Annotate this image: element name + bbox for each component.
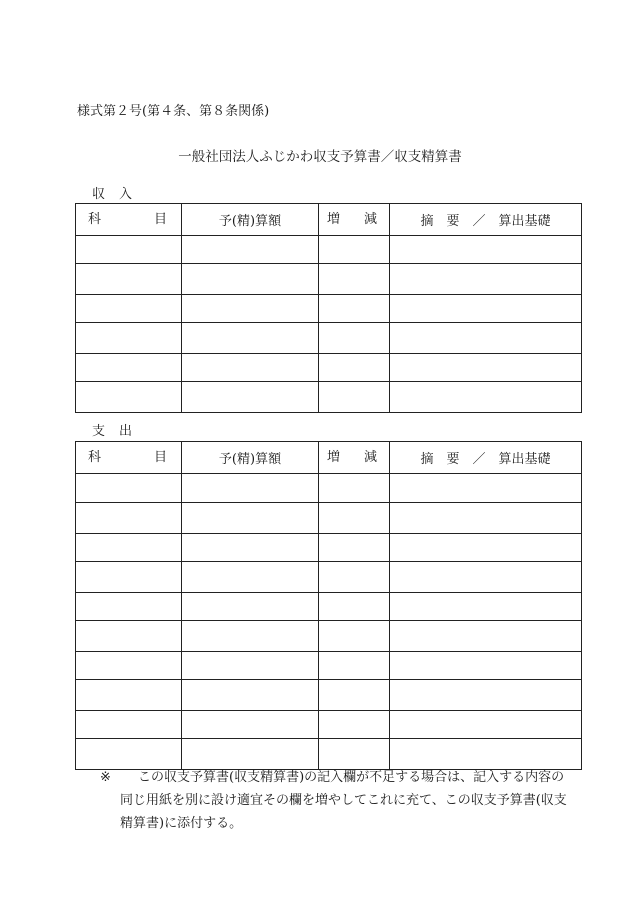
income-cell-subject[interactable] [76,323,182,354]
income-cell-summary[interactable] [390,323,582,354]
income-header-change [319,204,390,236]
income-header-subject-char-1: 科 [88,212,102,227]
income-cell-subject[interactable] [76,382,182,413]
expense-cell-subject[interactable] [76,474,182,503]
expense-cell-change[interactable] [319,534,390,562]
income-cell-budget[interactable] [182,354,319,382]
expense-cell-subject[interactable] [76,680,182,711]
expense-cell-budget[interactable] [182,503,319,534]
income-header-change-char-1: 増 [327,212,341,227]
expense-row [76,474,582,503]
expense-cell-change[interactable] [319,562,390,593]
expense-cell-change[interactable] [319,680,390,711]
expense-header-subject-char-1: 科 [88,450,102,465]
expense-row [76,562,582,593]
expense-header-summary: 摘 要 ／ 算出基礎 [390,442,582,474]
expense-table [75,441,582,770]
expense-cell-change[interactable] [319,593,390,621]
income-table-body [76,236,582,413]
expense-cell-change[interactable] [319,621,390,652]
income-cell-summary[interactable] [390,236,582,264]
income-section-label [92,183,132,202]
expense-cell-budget[interactable] [182,562,319,593]
expense-cell-change[interactable] [319,503,390,534]
document-title: 一般社団法人ふじかわ収支予算書／収支精算書 [178,149,462,165]
expense-cell-subject[interactable] [76,739,182,770]
form-number: 様式第２号(第４条、第８条関係) [77,104,270,119]
expense-cell-subject[interactable] [76,503,182,534]
expense-cell-change[interactable] [319,739,390,770]
income-cell-change[interactable] [319,236,390,264]
expense-cell-budget[interactable] [182,711,319,739]
income-row [76,354,582,382]
expense-header-budget: 予(精)算額 [182,442,319,474]
expense-cell-summary[interactable] [390,562,582,593]
income-cell-budget[interactable] [182,295,319,323]
footnote [100,766,570,835]
income-header-summary: 摘 要 ／ 算出基礎 [390,204,582,236]
income-cell-change[interactable] [319,295,390,323]
footnote-text: この収支予算書(収支精算書)の記入欄が不足する場合は、記入する内容の同じ用紙を別に設け適宜その欄を増やしてこれに充て、この収支予算書(収支精算書)に添付する。 [120,770,567,831]
expense-cell-summary[interactable] [390,739,582,770]
expense-cell-budget[interactable] [182,474,319,503]
income-row [76,264,582,295]
expense-cell-subject[interactable] [76,652,182,680]
expense-row [76,652,582,680]
income-cell-subject[interactable] [76,236,182,264]
expense-row [76,534,582,562]
expense-cell-summary[interactable] [390,503,582,534]
expense-cell-summary[interactable] [390,593,582,621]
income-cell-summary[interactable] [390,264,582,295]
expense-header-subject-char-2: 目 [153,450,167,465]
income-cell-change[interactable] [319,382,390,413]
expense-header-subject [76,442,182,474]
income-cell-budget[interactable] [182,323,319,354]
expense-row [76,680,582,711]
expense-cell-budget[interactable] [182,621,319,652]
income-header-change-char-2: 減 [363,212,377,227]
income-cell-change[interactable] [319,264,390,295]
expense-header-change-char-2: 減 [363,450,377,465]
income-row [76,323,582,354]
income-cell-budget[interactable] [182,382,319,413]
expense-header-change [319,442,390,474]
income-cell-budget[interactable] [182,264,319,295]
expense-section-label [92,420,132,439]
income-cell-subject[interactable] [76,295,182,323]
income-label-char-1: 収 [92,187,106,202]
income-cell-budget[interactable] [182,236,319,264]
income-cell-change[interactable] [319,354,390,382]
income-header-subject [76,204,182,236]
expense-cell-subject[interactable] [76,593,182,621]
expense-cell-summary[interactable] [390,711,582,739]
expense-cell-summary[interactable] [390,534,582,562]
income-row [76,295,582,323]
expense-header-change-char-1: 増 [327,450,341,465]
income-row [76,382,582,413]
income-cell-subject[interactable] [76,354,182,382]
expense-cell-subject[interactable] [76,711,182,739]
income-cell-subject[interactable] [76,264,182,295]
expense-cell-budget[interactable] [182,593,319,621]
expense-cell-summary[interactable] [390,652,582,680]
expense-cell-summary[interactable] [390,680,582,711]
income-header-subject-char-2: 目 [153,212,167,227]
expense-cell-summary[interactable] [390,474,582,503]
income-cell-summary[interactable] [390,354,582,382]
expense-row [76,593,582,621]
expense-cell-change[interactable] [319,474,390,503]
footnote-mark: ※ [100,770,111,785]
expense-row [76,739,582,770]
expense-row [76,711,582,739]
income-cell-summary[interactable] [390,295,582,323]
expense-cell-change[interactable] [319,711,390,739]
expense-cell-change[interactable] [319,652,390,680]
expense-cell-budget[interactable] [182,680,319,711]
income-row [76,236,582,264]
expense-cell-subject[interactable] [76,534,182,562]
expense-cell-budget[interactable] [182,534,319,562]
expense-cell-budget[interactable] [182,739,319,770]
expense-row [76,503,582,534]
expense-table-body [76,474,582,770]
income-label-char-2: 入 [119,187,133,202]
expense-label-char-2: 出 [119,424,133,439]
income-cell-summary[interactable] [390,382,582,413]
income-table [75,203,582,413]
expense-row [76,621,582,652]
income-header-row [76,204,582,236]
expense-label-char-1: 支 [92,424,106,439]
expense-cell-subject[interactable] [76,621,182,652]
income-header-budget: 予(精)算額 [182,204,319,236]
expense-cell-summary[interactable] [390,621,582,652]
expense-cell-budget[interactable] [182,652,319,680]
income-cell-change[interactable] [319,323,390,354]
expense-cell-subject[interactable] [76,562,182,593]
expense-header-row [76,442,582,474]
